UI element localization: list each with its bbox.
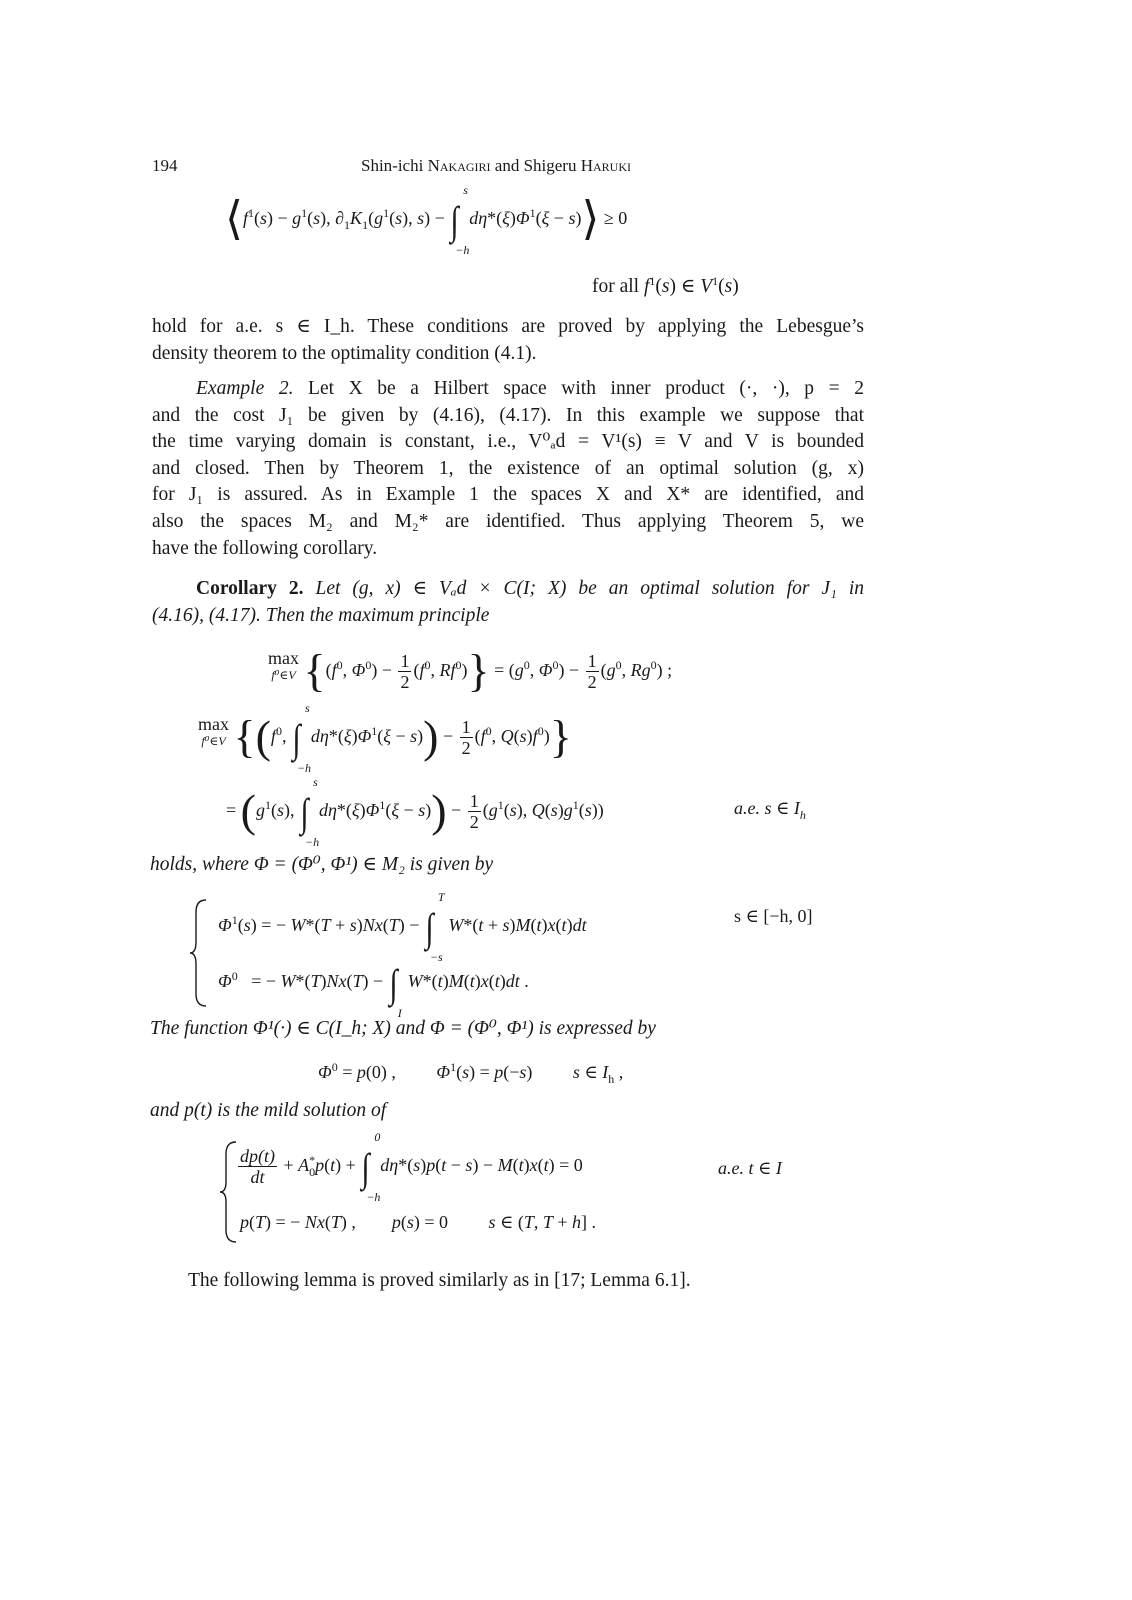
inequality-rhs: ≥ 0 xyxy=(603,208,628,228)
author-2: Haruki xyxy=(580,156,631,175)
max-operator: max xyxy=(198,714,229,734)
text-line xyxy=(152,376,864,403)
equation-terminal: p(T) = − Nx(T) , p(s) = 0 s ∈ (T, T + h] . xyxy=(240,1212,597,1232)
condition-ae-s: a.e. s ∈ $I_h$ xyxy=(734,798,806,822)
example-text: Let X be a Hilbert space with inner product (·, ·), p = 2 xyxy=(293,378,864,399)
equation-phi-p: $\Phi^0 = p(0)$ , $\Phi^1(s) = p(-s)$ s ∈ $I_h$ , xyxy=(318,1060,624,1086)
corollary-text: Let (g, x) ∈ Vₐd × C(I; X) be an optimal solution for J₁ in xyxy=(303,578,864,599)
text-line: and closed. Then by Theorem 1, the existence of an optimal solution (g, x) xyxy=(152,457,864,479)
text-line xyxy=(152,576,864,603)
text-line: density theorem to the optimality condition (4.1). xyxy=(152,342,537,364)
running-title xyxy=(361,156,631,176)
running-title-and: and Shigeru xyxy=(490,156,581,175)
page-number: 194 xyxy=(152,156,178,175)
for-all-condition: for all $f^1(s)$ ∈ $V^1(s)$ xyxy=(592,274,739,297)
equation-phi0: $\Phi^0$ = − W*(T)Nx(T) − ∫ I W*(t)M(t)x(t)dt . xyxy=(218,961,529,1020)
equation-adjoint: $\frac{dp(t)}{dt}$ + $A_0^*p(t)$ + ∫ 0 −h dη*(s)p(t − s) − M(t)x(t) = 0 xyxy=(240,1130,583,1204)
equation-variational-inequality: $⟨f^1(s) - g^1(s)$, $\partial_1K_1(g^1(s)$, s) − ∫ s −h $d\eta*(\xi)\Phi^1(\xi$ − s)⟩ ≥ 0 xyxy=(225,183,628,257)
for-all-text: for all xyxy=(592,276,640,297)
final-line: The following lemma is proved similarly as in [17; Lemma 6.1]. xyxy=(188,1270,691,1291)
condition-ae-t: a.e. t ∈ I xyxy=(718,1158,782,1178)
example-label: Example 2. xyxy=(196,378,294,399)
function-line: The function Φ¹(·) ∈ C(I_h; X) and Φ = (Φ⁰, Φ¹) is expressed by xyxy=(150,1018,656,1039)
ae-s-text: a.e. s ∈ I xyxy=(734,798,800,818)
equation-max-principle-2: max f⁰∈V {($f^0$, ∫ s −h $d\eta*(\xi)\Phi^1(\xi - s)$) − $\frac{1}{2}$ ($f^0$, $Q(s)f^0$)} xyxy=(198,701,572,775)
running-title-prefix: Shin-ichi xyxy=(361,156,428,175)
author-1: Nakagiri xyxy=(427,156,491,175)
mild-solution-line: and p(t) is the mild solution of xyxy=(150,1100,387,1121)
equation-max-principle-1: max f⁰∈V {($f^0$, $\Phi^0$) − $\frac{1}{2}$ ($f^0$, $Rf^0)\} = (g^0$, $\Phi^0$) − $\frac{1}{2}$ ($g^0$, Rg$^0$) ; xyxy=(268,645,673,696)
corollary-2 xyxy=(152,576,864,629)
corollary-label: Corollary 2. xyxy=(196,578,304,599)
text-line: for J₁ is assured. As in Example 1 the spaces X and X* are identified, and xyxy=(152,484,864,506)
max-operator: max xyxy=(268,648,299,668)
text-line: the time varying domain is constant, i.e., V⁰ₐd = V¹(s) ≡ V and V is bounded xyxy=(152,431,864,453)
equation-max-principle-3: = ($g^1(s)$, ∫ s −h $d\eta*(\xi)\Phi^1(\xi - s)$) − $\frac{1}{2}$ ($g^1(s)$, $Q(s)g^1(s)$) xyxy=(226,775,604,849)
text-line: (4.16), (4.17). Then the maximum principle xyxy=(152,604,490,626)
holds-line: holds, where Φ = (Φ⁰, Φ¹) ∈ M₂ is given by xyxy=(150,854,494,875)
interval-s: s ∈ [−h, 0] xyxy=(734,906,813,926)
paragraph-lebesgue xyxy=(152,314,864,367)
equation-phi1: $\Phi^1(s)$ = − W*(T + s)Nx(T) − ∫ T −s W*(t + s)M(t)x(t)dt xyxy=(218,890,587,964)
left-brace-system-1 xyxy=(188,898,210,1008)
text-line: hold for a.e. s ∈ I_h. These conditions are proved by applying the Lebesgue’s xyxy=(152,316,864,337)
text-line: have the following corollary. xyxy=(152,537,378,559)
text-line: also the spaces M₂ and M₂* are identified. Thus applying Theorem 5, we xyxy=(152,510,864,532)
example-2 xyxy=(152,376,864,562)
text-line: and the cost J₁ be given by (4.16), (4.17). In this example we suppose that xyxy=(152,404,864,426)
